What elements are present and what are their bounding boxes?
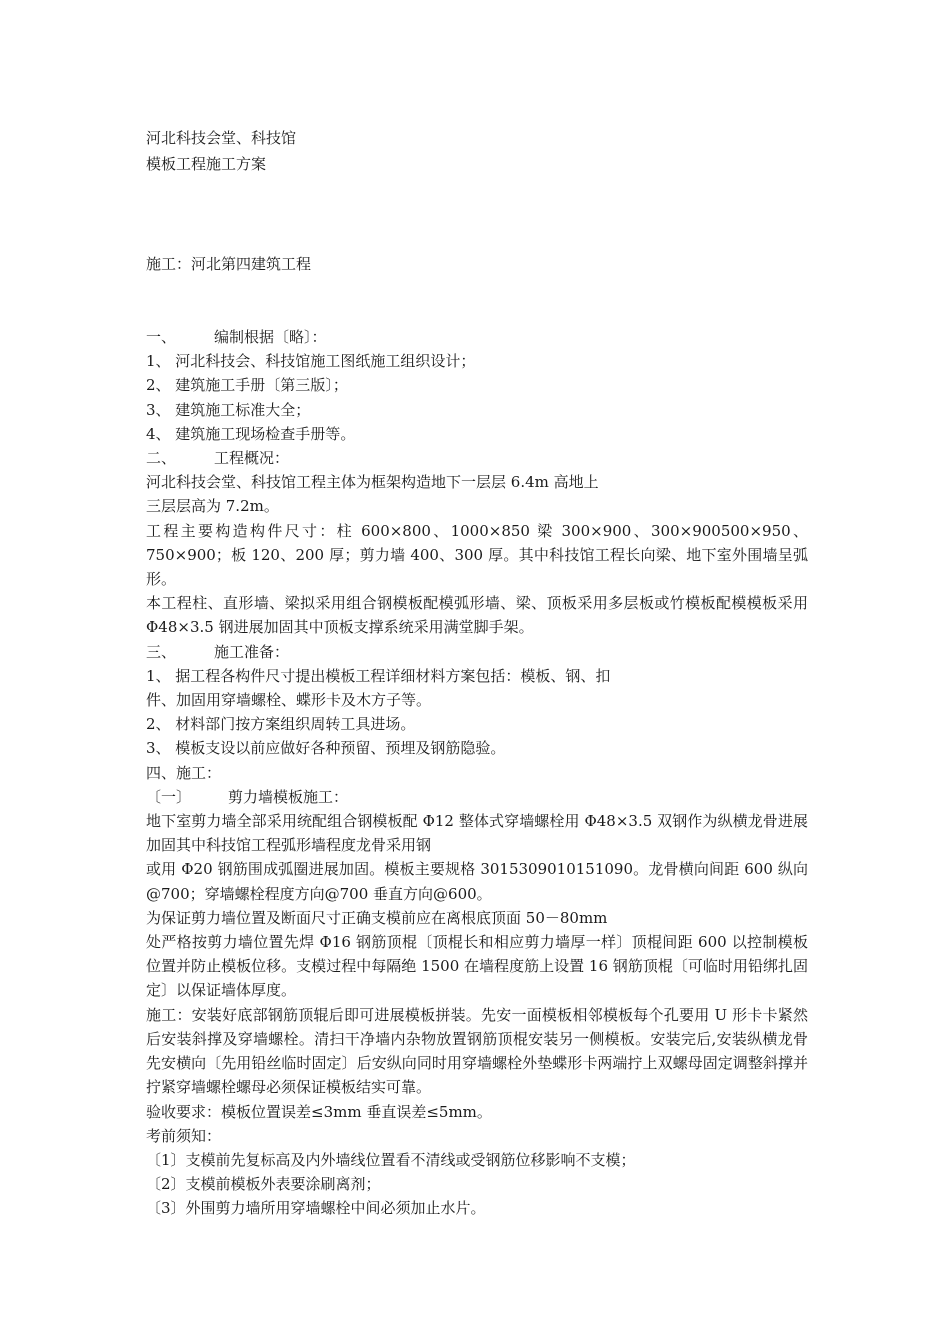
paragraph: 施工：安装好底部钢筋顶辊后即可进展模板拼装。先安一面模板相邻模板每个孔要用 U 形卡卡紧然后安装斜撑及穿墙螺栓。清扫干净墙内杂物放置钢筋顶棍安装另一侧模板。安装完后,安装纵横龙骨先安横向〔先用铅丝临时固定〕后安纵向同时用穿墙螺栓外垫蝶形卡两端拧上双螺母固定调整斜撑并拧紧穿墙螺栓螺母必须保证模板结实可靠。 bbox=[146, 1005, 808, 1097]
paragraph: 处严格按剪力墙位置先焊 Φ16 钢筋顶棍〔顶棍长和相应剪力墙厚一样〕顶棍间距 600 以控制模板位置并防止模板位移。支模过程中每隔绝 1500 在墙程度筋上设置 16 钢筋顶棍〔可临时用铅绑扎固定〕以保证墙体厚度。 bbox=[146, 933, 808, 1000]
section-heading-1 bbox=[146, 325, 808, 349]
document-body bbox=[146, 325, 808, 1221]
note-item: 〔2〕支模前模板外表要涂刷离剂； bbox=[146, 1175, 381, 1194]
list-item: 3、 模板支设以前应做好各种预留、预埋及钢筋隐验。 bbox=[146, 739, 506, 758]
note-item: 〔1〕支模前先复标高及内外墙线位置看不清线或受钢筋位移影响不支模； bbox=[146, 1150, 636, 1169]
section-title: 施工准备： bbox=[214, 642, 290, 661]
subsection-heading bbox=[146, 785, 808, 809]
section-number: 一、 bbox=[146, 328, 177, 346]
paragraph-line: 为保证剪力墙位置及断面尺寸正确支模前应在离根底顶面 50－80mm bbox=[146, 908, 608, 927]
list-item: 3、 建筑施工标准大全； bbox=[146, 400, 311, 419]
section-number: 三、 bbox=[146, 642, 177, 661]
paragraph: 本工程柱、直形墙、梁拟采用组合钢模板配模弧形墙、梁、顶板采用多层板或竹模板配模模板采用 Φ48×3.5 钢进展加固其中顶板支撑系统采用满堂脚手架。 bbox=[146, 594, 808, 637]
notes-title: 考前须知： bbox=[146, 1126, 222, 1145]
list-item: 1、 河北科技会、科技馆施工图纸施工组织设计； bbox=[146, 352, 476, 371]
list-item: 2、 材料部门按方案组织周转工具进场。 bbox=[146, 715, 416, 734]
section-heading-2 bbox=[146, 446, 808, 470]
subsection-number: 〔一〕 bbox=[146, 787, 192, 806]
section-heading-4: 四、施工： bbox=[146, 763, 222, 782]
contractor-line: 施工：河北第四建筑工程 bbox=[146, 255, 312, 273]
title-line-2: 模板工程施工方案 bbox=[146, 155, 267, 173]
paragraph: 工程主要构造构件尺寸：柱 600×800、1000×850 梁 300×900、300×900500×950、750×900；板 120、200 厚；剪力墙 400、300 厚。其中科技馆工程长向梁、地下室外围墙呈弧形。 bbox=[146, 521, 808, 589]
section-number: 二、 bbox=[146, 449, 177, 468]
paragraph-line: 河北科技会堂、科技馆工程主体为框架构造地下一层层 6.4m 高地上 bbox=[146, 473, 599, 492]
section-title: 工程概况： bbox=[214, 449, 290, 468]
list-item: 4、 建筑施工现场检查手册等。 bbox=[146, 424, 356, 443]
section-heading-3 bbox=[146, 640, 808, 664]
acceptance-requirement: 验收要求：模板位置误差≤3mm 垂直误差≤5mm。 bbox=[146, 1102, 492, 1121]
list-item: 1、 据工程各构件尺寸提出模板工程详细材料方案包括：模板、钢、扣 bbox=[146, 666, 611, 685]
list-item: 件、加固用穿墙螺栓、蝶形卡及木方子等。 bbox=[146, 691, 432, 710]
title-line-1: 河北科技会堂、科技馆 bbox=[146, 129, 297, 147]
title-block bbox=[146, 125, 296, 177]
note-item: 〔3〕外围剪力墙所用穿墙螺栓中间必须加止水片。 bbox=[146, 1199, 486, 1218]
subsection-title: 剪力墙模板施工： bbox=[228, 787, 349, 806]
list-item: 2、 建筑施工手册〔第三版〕； bbox=[146, 376, 348, 395]
paragraph: 地下室剪力墙全部采用统配组合钢模板配 Φ12 整体式穿墙螺栓用 Φ48×3.5 双钢作为纵横龙骨进展加固其中科技馆工程弧形墙程度龙骨采用钢 bbox=[146, 812, 808, 855]
paragraph-line: 三层层高为 7.2m。 bbox=[146, 497, 279, 516]
paragraph: 或用 Φ20 钢筋围成弧圈进展加固。模板主要规格 3015309010151090。龙骨横向间距 600 纵向@700；穿墙螺栓程度方向@700 垂直方向@600。 bbox=[146, 860, 808, 903]
section-title: 编制根据〔略〕： bbox=[214, 328, 327, 346]
